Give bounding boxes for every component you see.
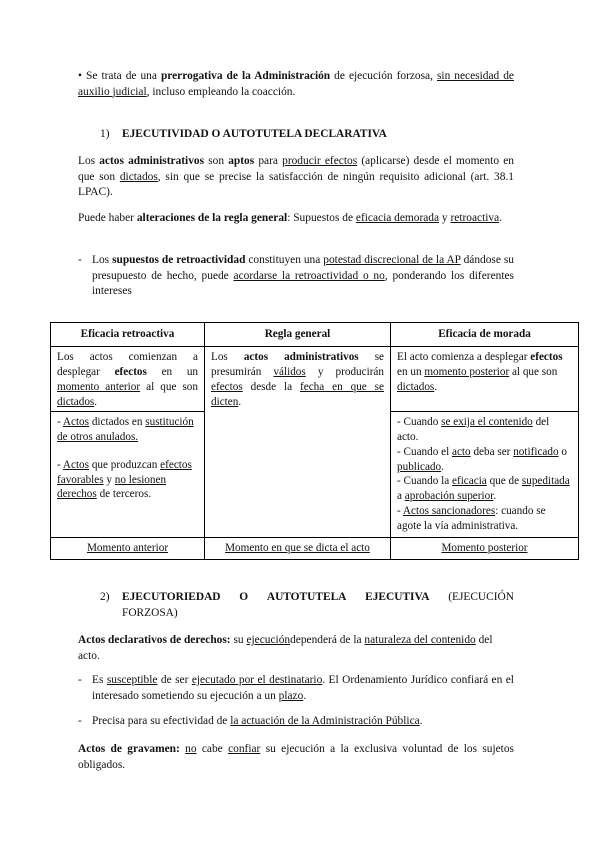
- section2-list-item-2: [78, 714, 514, 730]
- text: .: [441, 460, 444, 473]
- footer-label: Momento posterior: [441, 542, 528, 555]
- underlined-term: no: [185, 743, 197, 755]
- section1-heading: [100, 127, 387, 143]
- bold-term: alteraciones de la regla general: [136, 212, 288, 224]
- section1-paragraph-2: [78, 211, 514, 227]
- text: Se trata de una: [86, 70, 157, 82]
- bold-term: actos administrativos: [99, 155, 205, 167]
- underlined-term: notificado: [513, 445, 559, 458]
- section2-paragraph-1: [78, 633, 514, 664]
- footer-retroactiva: [51, 538, 205, 560]
- bold-term: efectos: [114, 365, 147, 378]
- text: deba ser: [473, 445, 511, 458]
- text: .: [499, 212, 503, 224]
- text: y producirán: [317, 365, 384, 378]
- retro-case-1: [57, 415, 198, 445]
- text: .: [94, 395, 98, 408]
- underlined-term: ejecución: [246, 634, 291, 646]
- text: del acto.: [78, 634, 493, 662]
- underlined-term: se exija el contenido: [441, 415, 533, 428]
- underlined-term: Actos sancionadores: [402, 505, 496, 518]
- underlined-term: naturaleza del contenido: [364, 634, 476, 646]
- text: - Cuando el: [397, 445, 450, 458]
- text: y: [441, 212, 448, 224]
- text: : cuando se agote la vía administrativa.: [397, 505, 546, 533]
- text: Los: [211, 350, 228, 363]
- underlined-term: momento anterior: [57, 380, 141, 393]
- footer-label: Momento anterior: [86, 542, 169, 555]
- list-dash: -: [78, 674, 82, 686]
- section-number: 2): [100, 591, 110, 603]
- table-footer-row: [51, 538, 579, 560]
- demorada-cases: [391, 411, 578, 537]
- table-body-row: [51, 346, 579, 537]
- text: - Cuando la: [397, 475, 450, 488]
- underlined-term: ejecutado por el destinatario: [191, 674, 323, 686]
- text: , ponderando los diferentes intereses: [92, 269, 514, 297]
- list-dash: -: [57, 458, 63, 471]
- text: dependerá de la: [290, 634, 362, 646]
- cell-regla-general: [205, 346, 391, 537]
- underlined-term: eficacia demorada: [355, 212, 440, 224]
- bold-term: aptos: [228, 155, 255, 167]
- underlined-term: potestad discrecional de la AP: [323, 254, 461, 266]
- text: a: [397, 490, 402, 503]
- underlined-term: aprobación superior: [404, 490, 494, 503]
- section-title: EJECUTIVIDAD O AUTOTUTELA DECLARATIVA: [122, 128, 387, 140]
- text: Es: [92, 674, 104, 686]
- text: Los: [78, 155, 96, 167]
- text: : Supuestos de: [287, 212, 354, 224]
- list-dash: -: [57, 415, 63, 428]
- demorada-case-3: [397, 474, 572, 504]
- underlined-term: Actos: [62, 415, 90, 428]
- demorada-definition: [391, 347, 578, 411]
- section2-list-item-1: [78, 673, 514, 704]
- bold-term: supuestos de retroactividad: [112, 254, 246, 266]
- text: del acto.: [397, 415, 550, 443]
- cell-demorada: [391, 346, 579, 537]
- text: de ser: [160, 674, 189, 686]
- text: de ejecución forzosa,: [334, 70, 433, 82]
- cell-retroactiva: [51, 346, 205, 537]
- section1-list-item: [78, 253, 514, 300]
- underlined-term: plazo: [278, 689, 304, 702]
- bold-term: actos administrativos: [243, 350, 359, 363]
- text: - Cuando: [397, 415, 439, 428]
- text: .: [238, 395, 242, 408]
- underlined-term: sustitución de otros anulados.: [57, 415, 194, 443]
- bold-term: prerrogativa de la Administración: [160, 70, 331, 82]
- text: Precisa para su efectividad de: [92, 715, 228, 727]
- underlined-term: Actos: [62, 458, 90, 471]
- retro-case-2: [57, 458, 198, 503]
- underlined-term: acordarse la retroactividad o no: [233, 269, 385, 282]
- text: , sin que se precise la satisfacción de ningún requisito adicional (art. 38.1 LPAC).: [78, 170, 514, 198]
- text: (aplicarse) desde el momento en que son: [78, 155, 514, 183]
- underlined-term: sin necesidad de auxilio judicial: [78, 70, 514, 98]
- text: constituyen una: [248, 254, 321, 266]
- retro-definition: [51, 347, 204, 411]
- text: para: [258, 155, 278, 167]
- text: son: [208, 155, 225, 167]
- text: en un: [161, 365, 199, 378]
- underlined-term: momento posterior: [424, 365, 510, 378]
- text: , incluso empleando la coacción.: [146, 85, 296, 98]
- text: Los actos comienzan a desplegar: [57, 350, 198, 378]
- section1-paragraph-1: [78, 154, 514, 201]
- text: .: [434, 380, 438, 393]
- list-dash: -: [78, 715, 82, 727]
- underlined-term: producir efectos: [282, 155, 358, 167]
- header-regla-general: Regla general: [205, 323, 391, 347]
- section2-heading: 2) EJECUTORIEDAD O AUTOTUTELA EJECUTIVA (EJECUCIÓN FORZOSA): [100, 590, 514, 621]
- section2-paragraph-2: [78, 742, 514, 773]
- efficacy-table: [50, 322, 579, 560]
- text: de terceros.: [99, 488, 152, 501]
- underlined-term: publicado: [397, 460, 442, 473]
- text: dictados en: [91, 415, 143, 428]
- text: dándose su presupuesto de hecho, puede: [92, 254, 514, 282]
- demorada-case-2: [397, 445, 572, 475]
- footer-label: Momento en que se dicta el acto: [225, 542, 370, 555]
- underlined-term: confiar: [228, 743, 261, 755]
- text: que de: [489, 475, 520, 488]
- list-dash: -: [78, 254, 82, 266]
- footer-regla-general: [205, 538, 391, 560]
- header-retroactiva: Eficacia retroactiva: [51, 323, 205, 347]
- text: o: [561, 445, 567, 458]
- text: al que son: [146, 380, 198, 393]
- text: su: [233, 634, 244, 646]
- text: Los: [92, 254, 110, 266]
- underlined-term: válidos: [273, 365, 306, 378]
- underlined-term: la actuación de la Administración Pública: [230, 715, 420, 727]
- text: al que son: [511, 365, 558, 378]
- underlined-term: acto: [452, 445, 471, 458]
- underlined-term: dictados: [397, 380, 435, 393]
- text: Puede haber: [78, 212, 134, 224]
- text: que produzcan: [91, 458, 158, 471]
- demorada-case-4: [397, 504, 572, 534]
- text: . El Ordenamiento Jurídico confiará en el interesado sometiendo su ejecución a un: [92, 674, 514, 702]
- text: .: [493, 490, 497, 503]
- underlined-term: fecha en que se dicten: [211, 380, 385, 408]
- underlined-term: efectos favorables: [57, 458, 192, 486]
- demorada-case-1: [397, 415, 572, 445]
- bullet: •: [78, 70, 82, 82]
- underlined-term: dictados: [119, 170, 158, 183]
- section-number: 1): [100, 128, 110, 140]
- text: se presumirán: [211, 350, 385, 378]
- bold-term: Actos declarativos de derechos:: [78, 634, 231, 646]
- underlined-term: no lesionen derechos: [57, 473, 167, 501]
- text: desde la: [250, 380, 293, 393]
- text: .: [419, 715, 423, 727]
- text: El acto comienza a desplegar: [397, 350, 528, 363]
- text: y: [106, 473, 112, 486]
- table-header-row: [51, 323, 579, 347]
- underlined-term: efectos: [211, 380, 243, 393]
- text: cabe: [201, 743, 223, 755]
- header-demorada: Eficacia de morada: [391, 323, 579, 347]
- text: su ejecución a la exclusiva voluntad de los sujetos obligados.: [78, 743, 514, 771]
- underlined-term: retroactiva: [450, 212, 500, 224]
- text: en un: [397, 365, 422, 378]
- footer-demorada: [391, 538, 579, 560]
- retro-cases: [51, 411, 204, 505]
- text: .: [303, 689, 307, 702]
- underlined-term: susceptible: [106, 674, 158, 686]
- underlined-term: supeditada: [521, 475, 570, 488]
- underlined-term: dictados: [57, 395, 95, 408]
- bold-term: Actos de gravamen:: [78, 743, 180, 755]
- bold-term: efectos: [530, 350, 563, 363]
- text: -: [397, 505, 401, 518]
- underlined-term: eficacia: [452, 475, 487, 488]
- intro-paragraph: [78, 69, 514, 100]
